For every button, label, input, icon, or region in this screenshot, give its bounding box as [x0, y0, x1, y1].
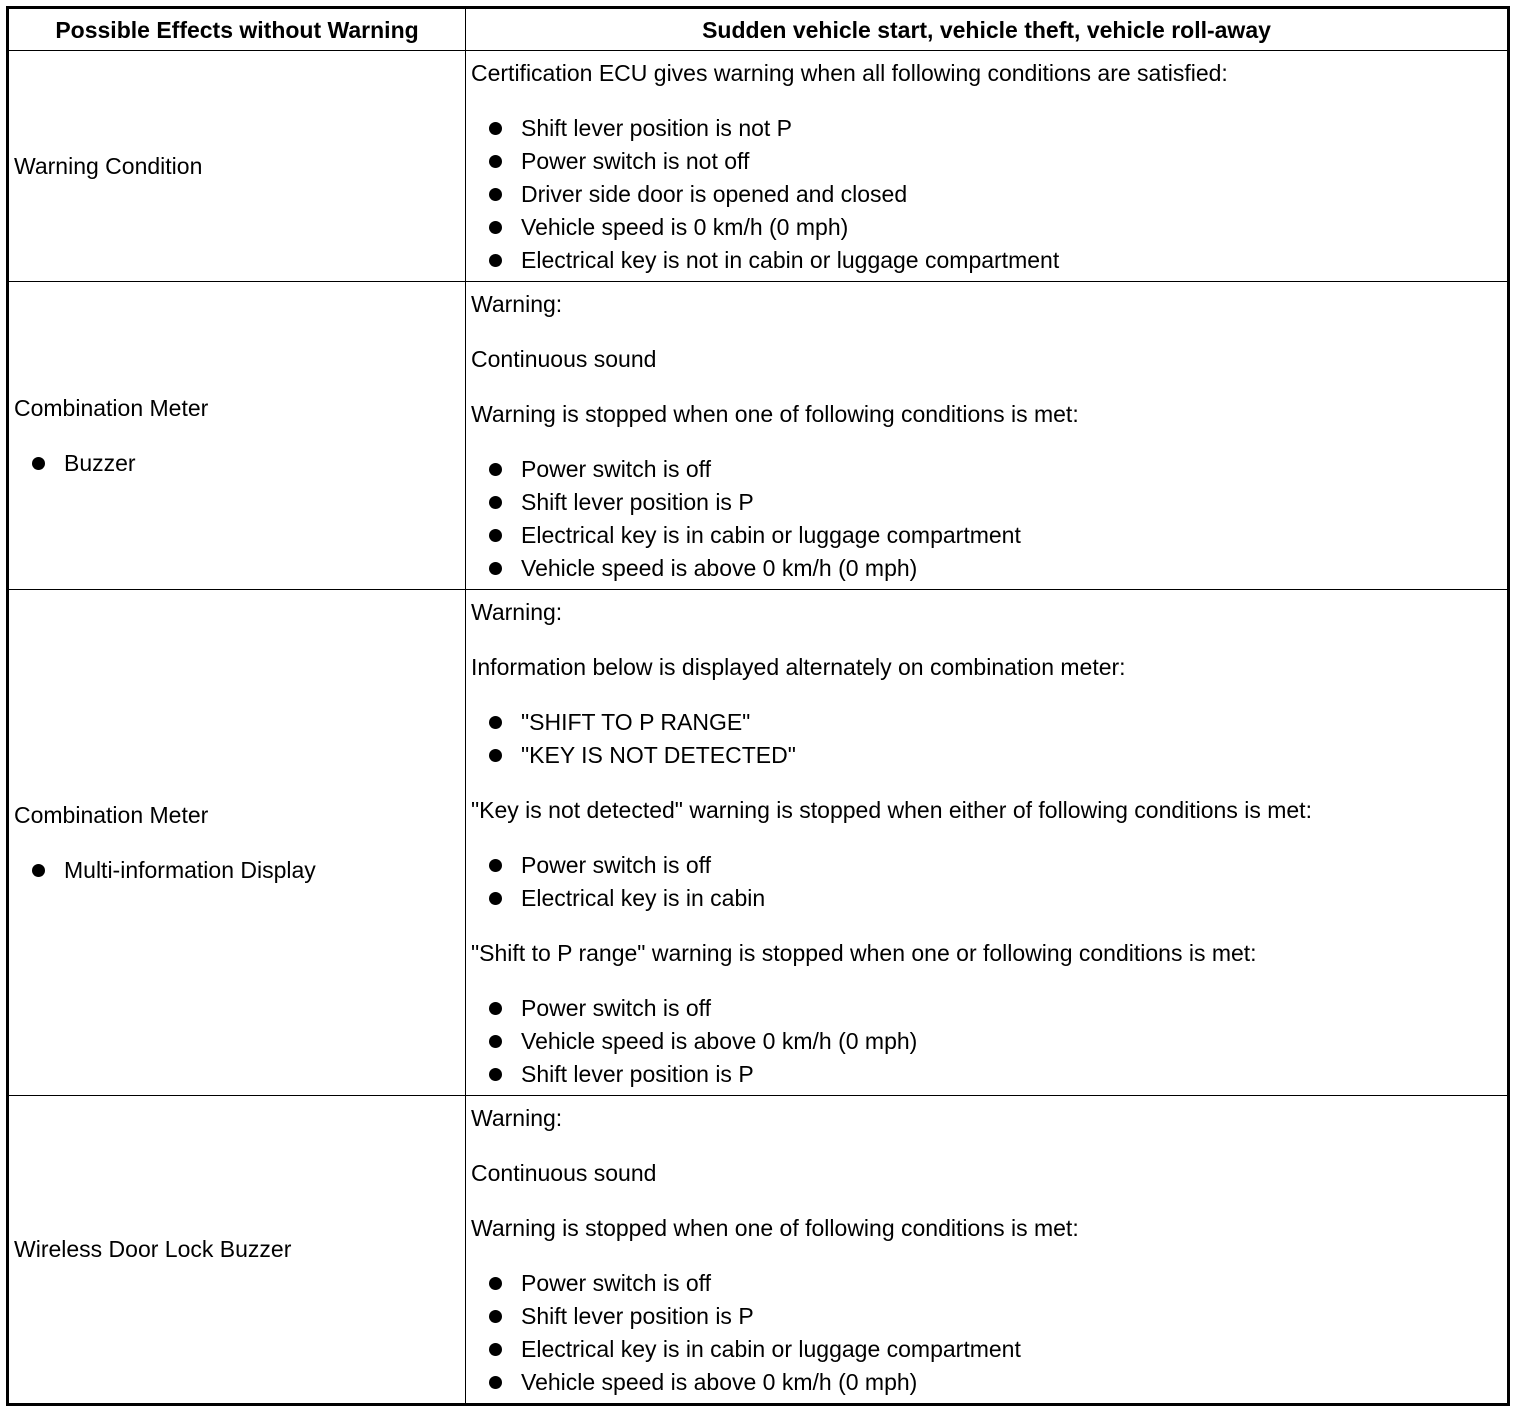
- list-item: Driver side door is opened and closed: [471, 178, 1507, 211]
- bullet-icon: [489, 529, 502, 542]
- warning-type: Continuous sound: [471, 1160, 657, 1186]
- bullet-icon: [489, 749, 502, 762]
- stop-intro: Warning is stopped when one of following conditions is met:: [471, 1215, 1079, 1241]
- list-item: Vehicle speed is above 0 km/h (0 mph): [471, 1025, 1507, 1058]
- bullet-icon: [489, 221, 502, 234]
- row-sub-label: Buzzer: [14, 447, 465, 480]
- shift-stop-intro: "Shift to P range" warning is stopped when one or following conditions is met:: [471, 940, 1257, 966]
- bullet-icon: [489, 859, 502, 872]
- list-item: Electrical key is in cabin or luggage compartment: [471, 519, 1507, 552]
- bullet-icon: [489, 155, 502, 168]
- bullet-icon: [489, 122, 502, 135]
- bullet-icon: [489, 892, 502, 905]
- list-item: Electrical key is not in cabin or luggage compartment: [471, 244, 1507, 277]
- bullet-icon: [489, 1376, 502, 1389]
- shift-stop-list: [471, 992, 1507, 1091]
- list-item: Shift lever position is P: [471, 486, 1507, 519]
- bullet-icon: [489, 463, 502, 476]
- bullet-icon: [489, 1343, 502, 1356]
- list-item: Shift lever position is P: [471, 1300, 1507, 1333]
- bullet-icon: [489, 496, 502, 509]
- warning-table: [6, 6, 1510, 1406]
- header-effects-description: Sudden vehicle start, vehicle theft, vehicle roll-away: [466, 8, 1509, 51]
- warning-label: Warning:: [471, 1105, 563, 1131]
- bullet-icon: [32, 864, 45, 877]
- bullet-icon: [489, 1002, 502, 1015]
- bullet-icon: [489, 562, 502, 575]
- list-item: Vehicle speed is above 0 km/h (0 mph): [471, 552, 1507, 585]
- table-row-warning-condition: [8, 51, 1509, 282]
- row-detail-cell: [466, 51, 1509, 282]
- row-label-cell: [8, 282, 466, 590]
- table-row-combination-meter-buzzer: [8, 282, 1509, 590]
- warning-label: Warning:: [471, 599, 563, 625]
- key-stop-intro: "Key is not detected" warning is stopped when either of following conditions is met:: [471, 797, 1312, 823]
- row-detail-cell: [466, 282, 1509, 590]
- list-item: Vehicle speed is 0 km/h (0 mph): [471, 211, 1507, 244]
- list-item: Shift lever position is not P: [471, 112, 1507, 145]
- table-header-row: [8, 8, 1509, 51]
- list-item: Vehicle speed is above 0 km/h (0 mph): [471, 1366, 1507, 1399]
- stop-intro: Warning is stopped when one of following conditions is met:: [471, 401, 1079, 427]
- condition-list: [471, 112, 1507, 277]
- key-stop-list: [471, 849, 1507, 915]
- list-item: Power switch is off: [471, 992, 1507, 1025]
- table-row-wireless-door-lock-buzzer: [8, 1096, 1509, 1405]
- row-detail-cell: [466, 590, 1509, 1096]
- row-label-cell: [8, 51, 466, 282]
- list-item: Power switch is off: [471, 849, 1507, 882]
- bullet-icon: [489, 188, 502, 201]
- warning-type: Continuous sound: [471, 346, 657, 372]
- list-item: Power switch is off: [471, 453, 1507, 486]
- row-sub-label: Multi-information Display: [14, 854, 465, 887]
- row-label: Warning Condition: [14, 152, 203, 179]
- stop-condition-list: [471, 1267, 1507, 1399]
- list-item: Power switch is not off: [471, 145, 1507, 178]
- row-label: Combination Meter: [14, 801, 209, 828]
- list-item: Electrical key is in cabin or luggage compartment: [471, 1333, 1507, 1366]
- bullet-icon: [489, 1035, 502, 1048]
- bullet-icon: [489, 716, 502, 729]
- row-detail-cell: [466, 1096, 1509, 1405]
- row-label: Combination Meter: [14, 394, 209, 421]
- info-intro: Information below is displayed alternately on combination meter:: [471, 654, 1126, 680]
- row-label-cell: [8, 1096, 466, 1405]
- warning-label: Warning:: [471, 291, 563, 317]
- header-possible-effects: Possible Effects without Warning: [8, 8, 466, 51]
- condition-intro: Certification ECU gives warning when all following conditions are satisfied:: [471, 60, 1228, 86]
- table-row-combination-meter-display: [8, 590, 1509, 1096]
- list-item: Electrical key is in cabin: [471, 882, 1507, 915]
- bullet-icon: [32, 457, 45, 470]
- bullet-icon: [489, 1310, 502, 1323]
- list-item: "KEY IS NOT DETECTED": [471, 739, 1507, 772]
- list-item: "SHIFT TO P RANGE": [471, 706, 1507, 739]
- bullet-icon: [489, 1277, 502, 1290]
- bullet-icon: [489, 1068, 502, 1081]
- display-message-list: [471, 706, 1507, 772]
- list-item: Shift lever position is P: [471, 1058, 1507, 1091]
- list-item: Power switch is off: [471, 1267, 1507, 1300]
- bullet-icon: [489, 254, 502, 267]
- row-label: Wireless Door Lock Buzzer: [14, 1236, 292, 1262]
- stop-condition-list: [471, 453, 1507, 585]
- row-label-cell: [8, 590, 466, 1096]
